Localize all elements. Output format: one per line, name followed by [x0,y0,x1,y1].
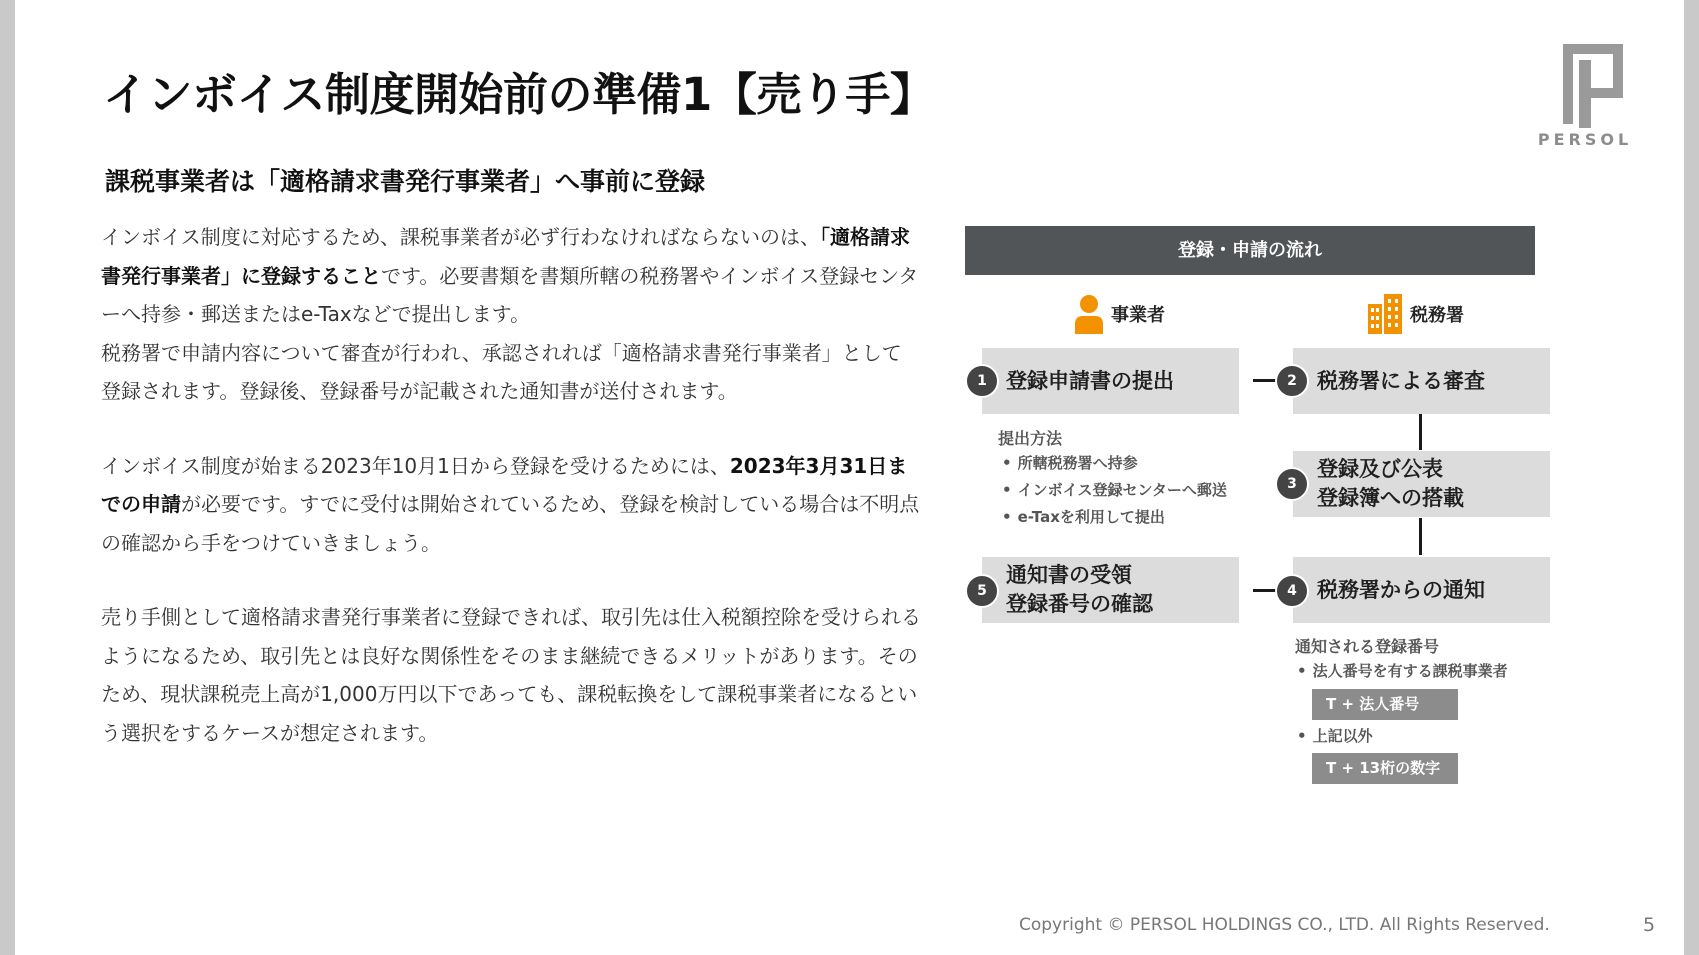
paragraph-1: インボイス制度に対応するため、課税事業者が必ず行わなければならないのは、「適格請求書発行事業者」に登録することです。必要書類を書類所轄の税務署やインボイス登録センターへ持参・郵送またはe-Taxなどで提出します。 [101,225,919,326]
section-subtitle: 課税事業者は「適格請求書発行事業者」へ事前に登録 [105,167,706,196]
slide [15,0,1684,955]
step-4-tax-notice: 税務署からの通知 [1293,557,1550,623]
page-number: 5 [1643,914,1656,936]
step-5-receive-notice: 通知書の受領 登録番号の確認 [982,557,1239,623]
person-icon [1073,294,1105,334]
logo-text: PERSOL [1537,130,1633,149]
emphasis-deadline: 2023年3月31日までの申請 [101,453,908,516]
emphasis-register: 「適格請求書発行事業者」に登録すること [101,225,910,288]
paragraph-2: 税務署で申請内容について審査が行われ、承認されれば「適格請求書発行事業者」として登録されます。登録後、登録番号が記載された通知書が送付されます。 [101,340,902,403]
building-icon [1368,294,1404,334]
step-4-number: 4 [1275,574,1309,608]
submit-methods-title: 提出方法 [998,429,1063,448]
copyright: Copyright © PERSOL HOLDINGS CO., LTD. All Rights Reserved. [1019,915,1550,935]
notified-number-item-2: • 上記以外 [1297,723,1373,750]
actor-tax-office: 税務署 [1368,294,1464,334]
step-3-number: 3 [1275,467,1309,501]
page-title: インボイス制度開始前の準備1【売り手】 [103,68,935,121]
connector-2-3 [1419,413,1422,450]
registration-flow-diagram [965,226,1550,796]
chip-13-digits: T + 13桁の数字 [1312,753,1458,784]
diagram-header: 登録・申請の流れ [965,226,1535,275]
step-5-number: 5 [965,574,999,608]
submit-method-item: • インボイス登録センターへ郵送 [1002,477,1227,504]
body-text [101,218,921,752]
step-2-tax-review: 税務署による審査 [1293,348,1550,414]
submit-methods-list [1002,450,1227,531]
connector-3-4 [1419,518,1422,555]
actor-business: 事業者 [1073,294,1165,334]
chip-corporate-number: T + 法人番号 [1312,689,1458,720]
submit-method-item: • e-Taxを利用して提出 [1002,504,1227,531]
paragraph-4: 売り手側として適格請求書発行事業者に登録できれば、取引先は仕入税額控除を受けられるようになるため、取引先とは良好な関係性をそのまま継続できるメリットがあります。そのため、現状課税売上高が1,000万円以下であっても、課税転換をして課税事業者になるという選択をするケースが想定されます。 [101,605,921,745]
step-1-submit-application: 登録申請書の提出 [982,348,1239,414]
submit-method-item: • 所轄税務署へ持参 [1002,450,1227,477]
step-3-register-publish: 登録及び公表 登録簿への搭載 [1293,451,1550,517]
paragraph-3: インボイス制度が始まる2023年10月1日から登録を受けるためには、2023年3月31日までの申請が必要です。すでに受付は開始されているため、登録を検討している場合は不明点の確認から手をつけていきましょう。 [101,453,920,555]
step-1-number: 1 [965,364,999,398]
notified-number-item-1: • 法人番号を有する課税事業者 [1297,658,1508,685]
notified-number-title: 通知される登録番号 [1295,637,1440,656]
step-2-number: 2 [1275,364,1309,398]
